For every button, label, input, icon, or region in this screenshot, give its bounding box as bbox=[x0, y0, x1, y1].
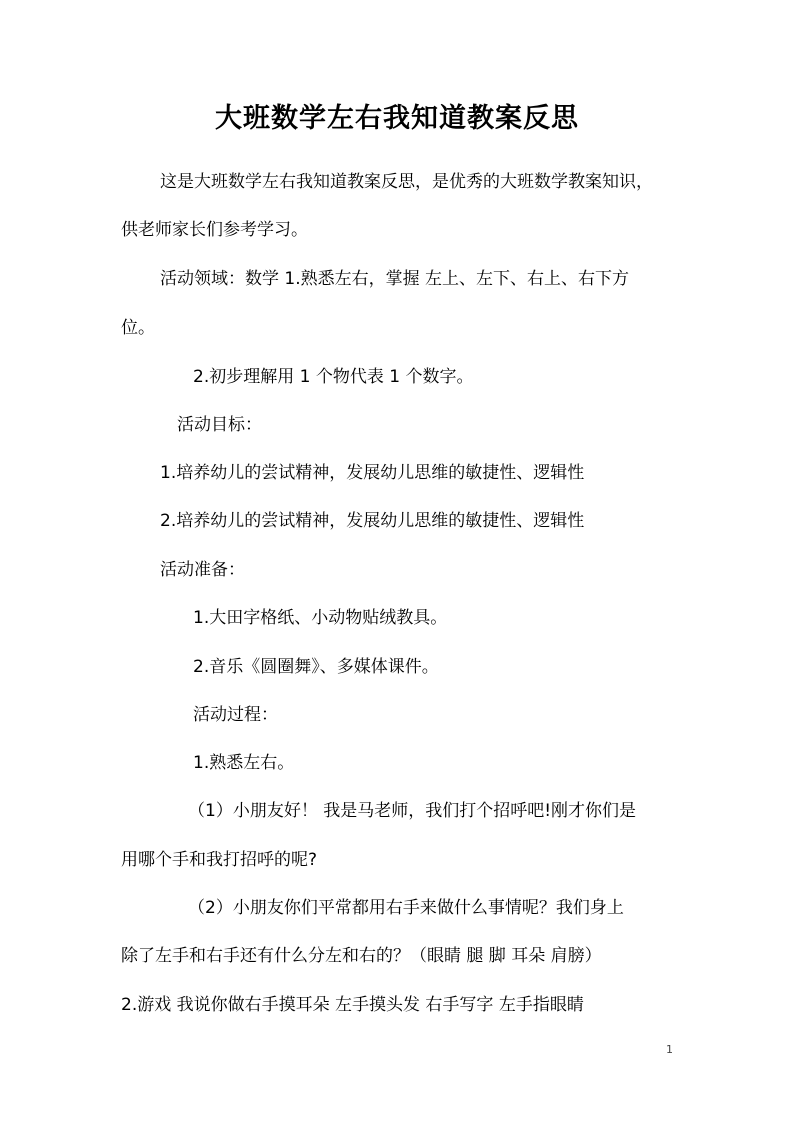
paragraph-line: （2）小朋友你们平常都用右手来做什么事情呢？我们身上 bbox=[188, 898, 624, 918]
section-heading: 活动过程： bbox=[193, 705, 278, 725]
page-number: 1 bbox=[666, 1043, 673, 1056]
document-title: 大班数学左右我知道教案反思 bbox=[215, 103, 579, 134]
paragraph-line: 用哪个手和我打招呼的呢? bbox=[121, 850, 318, 870]
paragraph-line: 2.音乐《圆圈舞》、多媒体课件。 bbox=[193, 657, 439, 677]
paragraph-line: 除了左手和右手还有什么分左和右的？（眼睛 腿 脚 耳朵 肩膀） bbox=[121, 946, 602, 966]
paragraph-line: 1.熟悉左右。 bbox=[193, 753, 295, 773]
paragraph-line: 位。 bbox=[121, 318, 155, 338]
paragraph-line: 供老师家长们参考学习。 bbox=[121, 220, 308, 240]
paragraph-line: 2.初步理解用 1 个物代表 1 个数字。 bbox=[193, 367, 474, 387]
paragraph-line: 2.游戏 我说你做右手摸耳朵 左手摸头发 右手写字 左手指眼睛 bbox=[121, 995, 584, 1015]
paragraph-line: （1）小朋友好！ 我是马老师，我们打个招呼吧!刚才你们是 bbox=[188, 801, 637, 821]
paragraph-line: 这是大班数学左右我知道教案反思，是优秀的大班数学教案知识， bbox=[160, 172, 653, 192]
section-heading: 活动准备： bbox=[160, 560, 245, 580]
paragraph-line: 活动领域：数学 1.熟悉左右，掌握 左上、左下、右上、右下方 bbox=[160, 269, 630, 289]
paragraph-line: 1.培养幼儿的尝试精神，发展幼儿思维的敏捷性、逻辑性 bbox=[160, 463, 585, 483]
paragraph-line: 2.培养幼儿的尝试精神，发展幼儿思维的敏捷性、逻辑性 bbox=[160, 511, 585, 531]
section-heading: 活动目标： bbox=[177, 415, 262, 435]
paragraph-line: 1.大田字格纸、小动物贴绒教具。 bbox=[193, 608, 448, 628]
